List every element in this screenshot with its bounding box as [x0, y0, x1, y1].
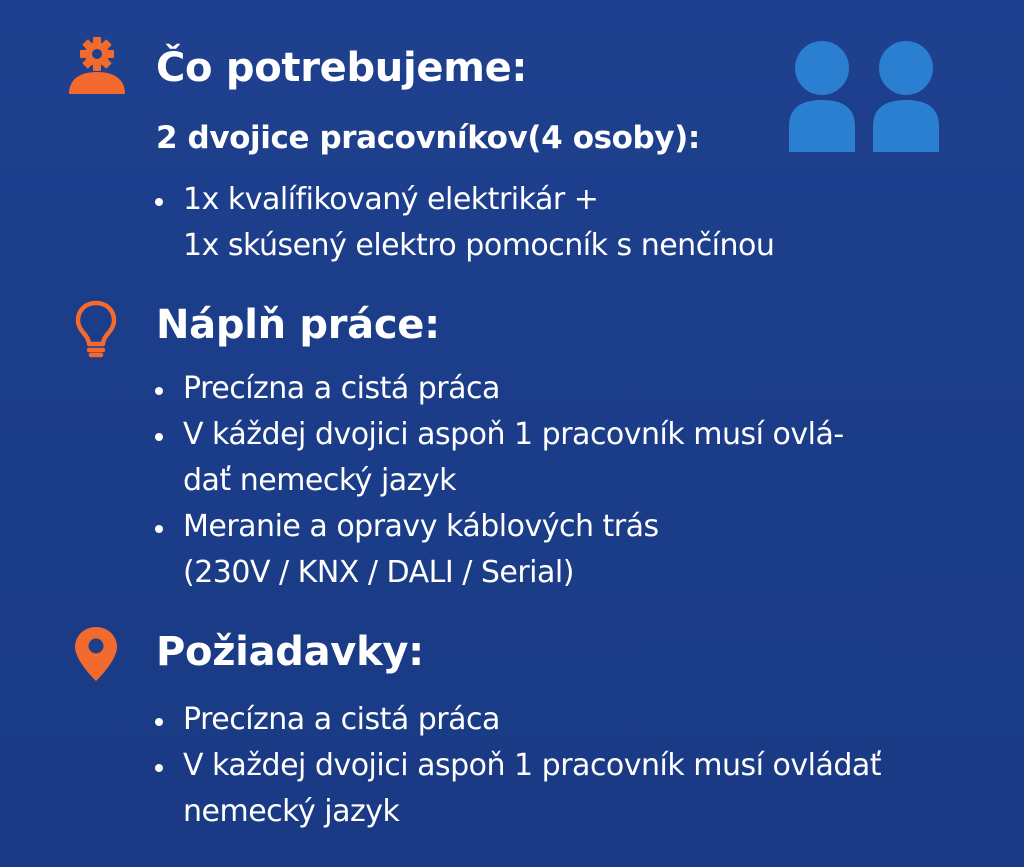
location-pin-icon — [73, 626, 119, 682]
list-item: V každej dvojici aspoň 1 pracovník musí ovládať nemecký jazyk — [150, 743, 881, 835]
list-item: V káždej dvojici aspoň 1 pracovník musí ovlá- dať nemecký jazyk — [150, 412, 844, 504]
list-item: Precízna a cistá práca — [150, 366, 844, 412]
gear-person-icon — [66, 34, 128, 94]
job-description-bullet-list — [150, 366, 844, 596]
lightbulb-icon — [74, 300, 118, 358]
two-people-icon — [787, 40, 949, 152]
list-item: 1x kvalífikovaný elektrikár + 1x skúsený elektro pomocník s nenčínou — [150, 177, 774, 269]
requirements-bullet-list — [150, 697, 881, 835]
section-title-requirements: Požiadavky: — [156, 629, 424, 675]
section-subtitle-workers: 2 dvojice pracovníkov(4 osoby): — [156, 120, 700, 156]
needs-bullet-list — [150, 177, 774, 269]
list-item: Meranie a opravy káblových trás (230V / KNX / DALI / Serial) — [150, 504, 844, 596]
section-title-needs: Čo potrebujeme: — [156, 45, 528, 91]
list-item: Precízna a cistá práca — [150, 697, 881, 743]
section-title-job-description: Náplň práce: — [156, 302, 440, 348]
